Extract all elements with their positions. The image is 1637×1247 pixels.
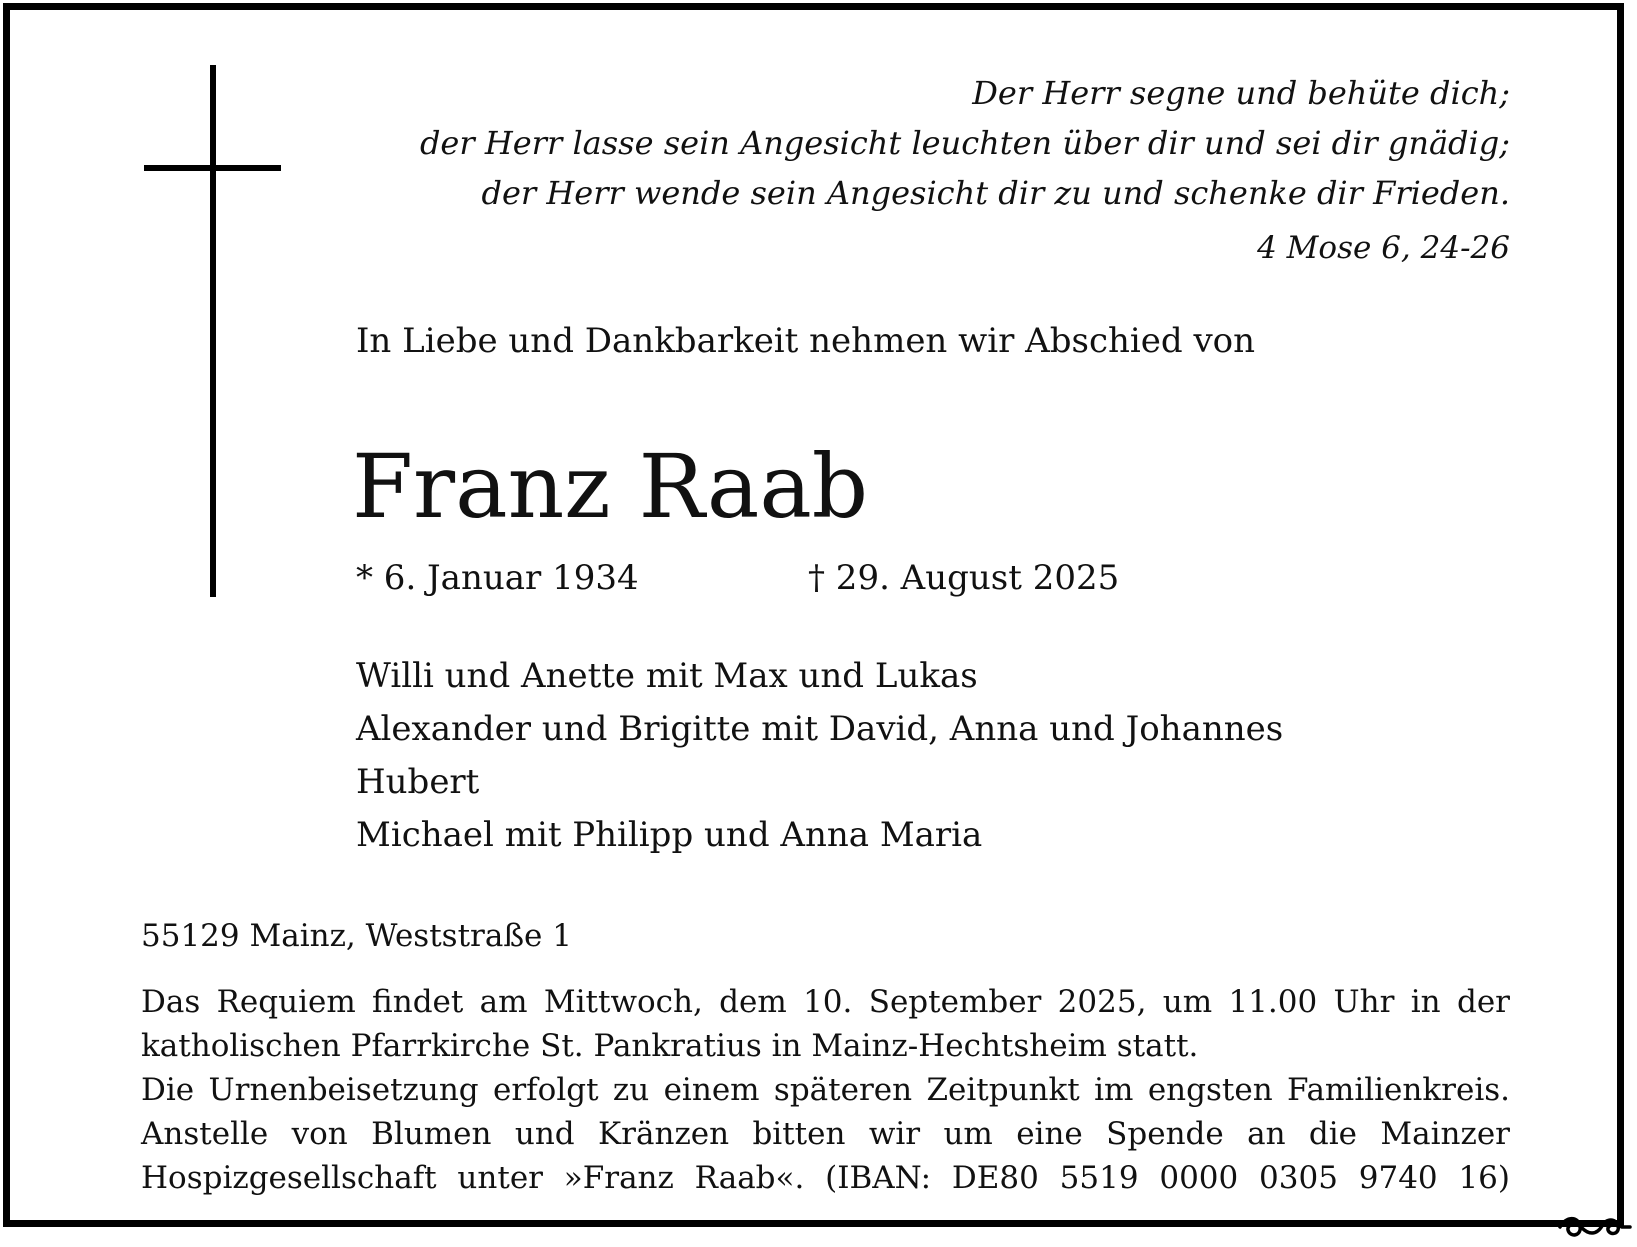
address: 55129 Mainz, Weststraße 1 xyxy=(141,918,572,954)
info-line: katholischen Pfarrkirche St. Pankratius in Mainz-Hechtsheim statt. xyxy=(141,1028,1199,1064)
cross-horizontal-bar xyxy=(144,165,281,171)
info-line: Anstelle von Blumen und Kränzen bitten wir um eine Spende an die Mainzer xyxy=(141,1116,1510,1152)
mourner-line: Willi und Anette mit Max und Lukas xyxy=(356,656,978,696)
mourners-list xyxy=(356,650,1283,862)
info-line: Die Urnenbeisetzung erfolgt zu einem späteren Zeitpunkt im engsten Familienkreis. xyxy=(141,1072,1510,1108)
mourner-line: Alexander und Brigitte mit David, Anna und Johannes xyxy=(356,709,1284,749)
cross-vertical-bar xyxy=(210,65,216,597)
birth-date: * 6. Januar 1934 xyxy=(356,558,639,598)
info-line: Das Requiem findet am Mittwoch, dem 10. September 2025, um 11.00 Uhr in der xyxy=(141,984,1510,1020)
verse-line-1: Der Herr segne und behüte dich; xyxy=(972,74,1510,112)
flourish-ornament-icon xyxy=(1556,1212,1632,1242)
service-information xyxy=(141,980,1510,1200)
bible-verse xyxy=(420,68,1510,218)
info-line: Hospizgesellschaft unter »Franz Raab«. (IBAN: DE80 5519 0000 0305 9740 16) xyxy=(141,1160,1510,1196)
deceased-name: Franz Raab xyxy=(352,435,869,538)
mourner-line: Michael mit Philipp und Anna Maria xyxy=(356,815,983,855)
verse-line-3: der Herr wende sein Angesicht dir zu und schenke dir Frieden. xyxy=(481,174,1510,212)
intro-text: In Liebe und Dankbarkeit nehmen wir Abschied von xyxy=(356,321,1256,361)
verse-line-2: der Herr lasse sein Angesicht leuchten über dir und sei dir gnädig; xyxy=(419,124,1510,162)
mourner-line: Hubert xyxy=(356,762,480,802)
verse-reference: 4 Mose 6, 24-26 xyxy=(1257,230,1510,266)
death-date: † 29. August 2025 xyxy=(808,558,1120,598)
